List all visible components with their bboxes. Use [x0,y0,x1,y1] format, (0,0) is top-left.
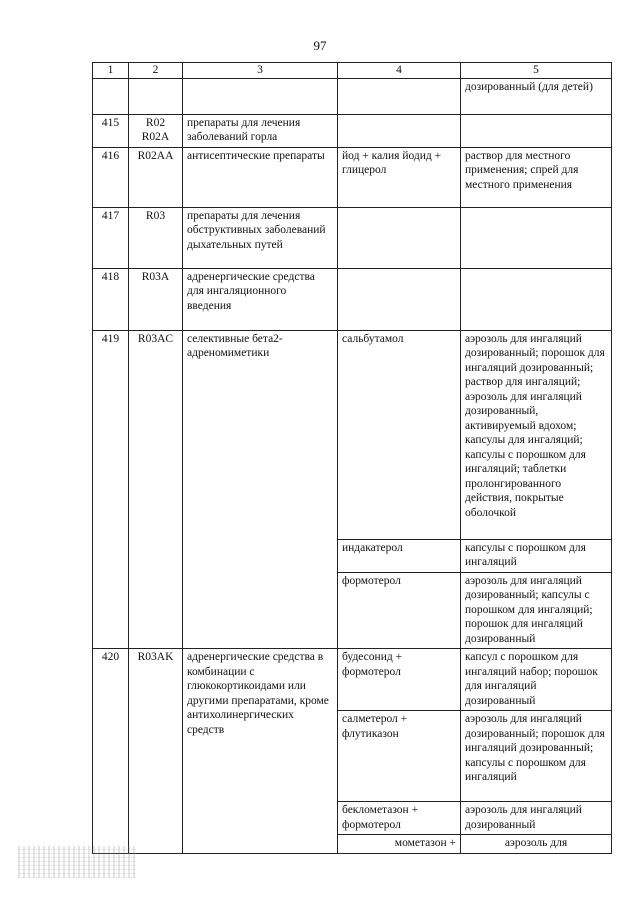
dosage-form: капсулы с порошком для ингаляций [461,539,612,572]
atc-group: адренергические средства для ингаляционного введения [183,268,338,330]
dosage-form: дозированный (для детей) [461,78,612,114]
page-number: 97 [313,38,327,53]
row-number: 418 [93,268,129,330]
drug-name [338,207,461,268]
dosage-form: аэрозоль для ингаляций дозированный; порошок для ингаляций дозированный; раствор для ингаляций; аэрозоль для ингаляций дозированный, активируемый вдохом; капсулы для ингаляций; капсулы с порошком для ингаляций; таблетки пролонгированного действия, покрытые оболочкой [461,330,612,539]
header-row [93,63,612,79]
atc-code: R02AA [129,147,183,207]
dosage-form [461,114,612,147]
row-number: 416 [93,147,129,207]
drug-name: формотерол [338,572,461,649]
header-col-3: 3 [183,63,338,79]
drug-name: индакатерол [338,539,461,572]
drug-name: салметерол + флутиказон [338,711,461,802]
drug-name: беклометазон + формотерол [338,802,461,835]
row-number: 415 [93,114,129,147]
atc-code: R02 R02A [129,114,183,147]
drug-name: сальбутамол [338,330,461,539]
atc-code: R03A [129,268,183,330]
drug-name [338,114,461,147]
atc-group: антисептические препараты [183,147,338,207]
header-col-5: 5 [461,63,612,79]
table-row [93,147,612,207]
drug-name: будесонид + формотерол [338,649,461,711]
table-row [93,649,612,711]
atc-group: препараты для лечения заболеваний горла [183,114,338,147]
atc-code: R03AK [129,649,183,854]
table-row [93,268,612,330]
header-col-4: 4 [338,63,461,79]
dosage-form: капсул с порошком для ингаляций набор; порошок для ингаляций дозированный [461,649,612,711]
dosage-form [461,207,612,268]
row-number [93,78,129,114]
drug-name: йод + калия йодид + глицерол [338,147,461,207]
header-col-2: 2 [129,63,183,79]
header-col-1: 1 [93,63,129,79]
row-number: 419 [93,330,129,649]
dosage-form: раствор для местного применения; спрей для местного применения [461,147,612,207]
atc-group: селективные бета2-адреномиметики [183,330,338,649]
drug-name: мометазон + [338,835,461,854]
table-row [93,78,612,114]
scan-stamp [18,846,136,878]
dosage-form: аэрозоль для [461,835,612,854]
dosage-form [461,268,612,330]
dosage-form: аэрозоль для ингаляций дозированный; капсулы с порошком для ингаляций; порошок для ингаляций дозированный [461,572,612,649]
atc-group: препараты для лечения обструктивных заболеваний дыхательных путей [183,207,338,268]
table-row [93,330,612,539]
drug-name [338,268,461,330]
atc-code: R03AC [129,330,183,649]
dosage-form: аэрозоль для ингаляций дозированный [461,802,612,835]
atc-group: адренергические средства в комбинации с глюкокортикоидами или другими препаратами, кроме антихолинергических средств [183,649,338,854]
table-row [93,114,612,147]
table-row [93,207,612,268]
atc-code: R03 [129,207,183,268]
dosage-form: аэрозоль для ингаляций дозированный; порошок для ингаляций дозированный; капсулы с порошком для ингаляций [461,711,612,802]
drug-table [92,62,612,854]
drug-name [338,78,461,114]
atc-code [129,78,183,114]
row-number: 417 [93,207,129,268]
row-number: 420 [93,649,129,854]
atc-group [183,78,338,114]
